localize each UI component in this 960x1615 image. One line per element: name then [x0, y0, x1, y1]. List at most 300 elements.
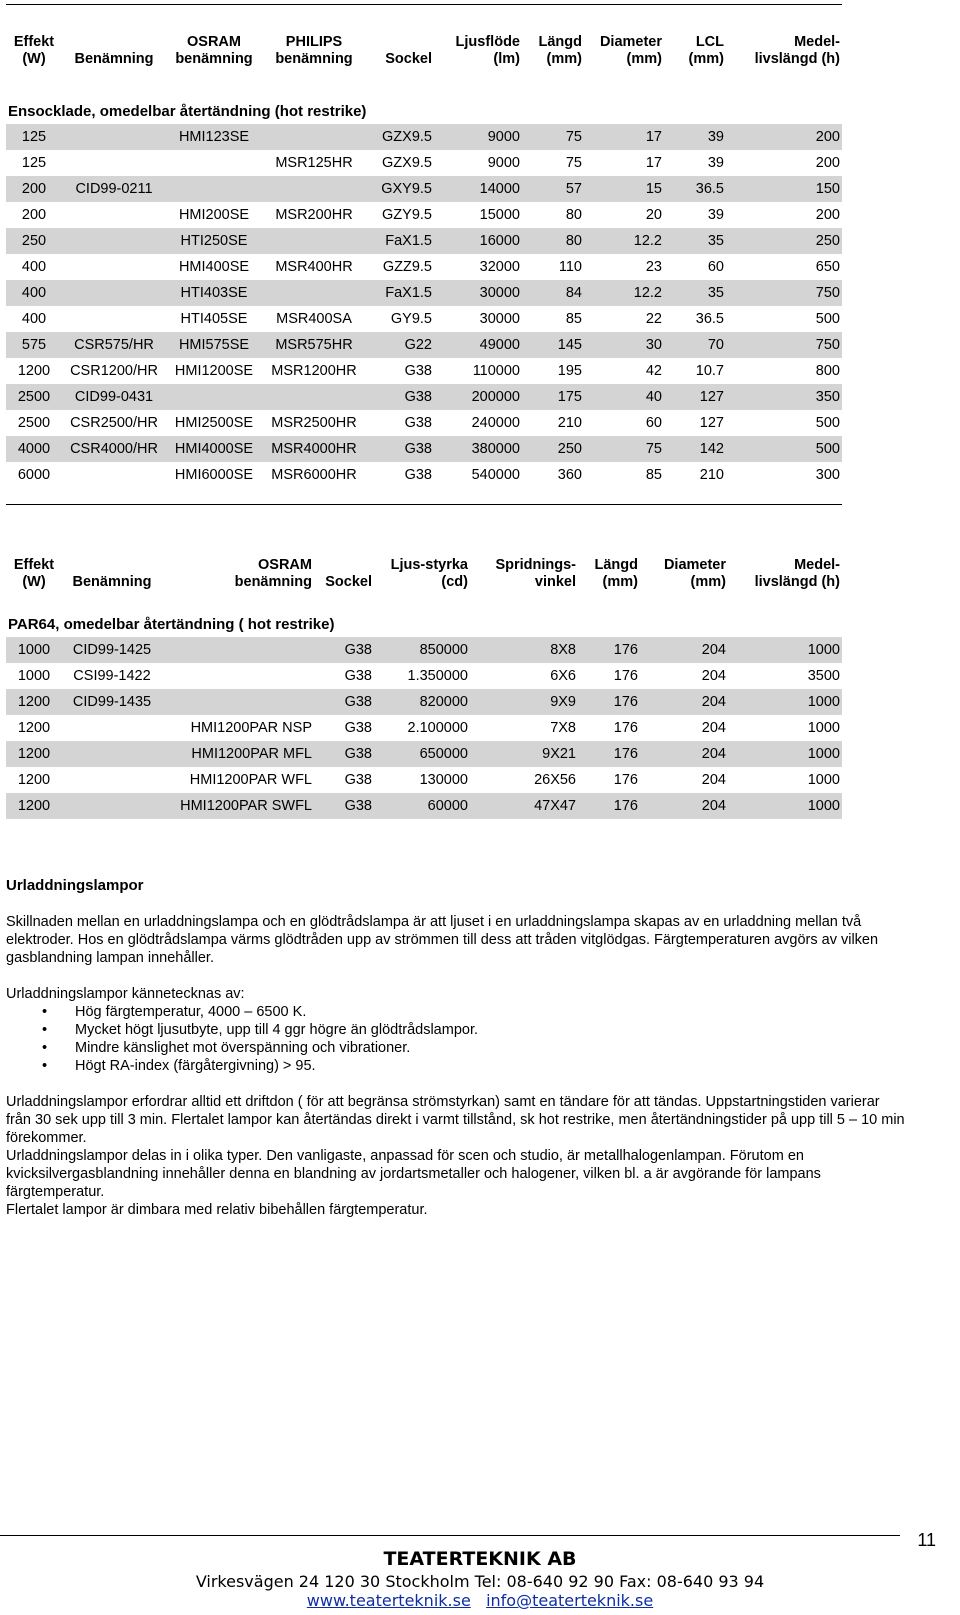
table-cell: 10.7	[695, 363, 724, 379]
table-cell	[62, 793, 162, 819]
table-cell: 15000	[479, 207, 520, 223]
column-header	[6, 28, 62, 68]
table-cell: GXY9.5	[366, 176, 434, 202]
table-cell: 176	[578, 741, 640, 767]
table-cell: HMI1200PAR MFL	[162, 741, 314, 767]
table-cell: CSR2500/HR	[70, 415, 158, 431]
table-cell	[62, 202, 166, 228]
table-cell: HMI4000SE	[166, 436, 262, 462]
column-header-line: Sockel	[385, 51, 432, 67]
table-cell: MSR6000HR	[271, 467, 357, 483]
table-cell	[262, 176, 366, 202]
table-cell: MSR575HR	[262, 332, 366, 358]
table-cell: 85	[565, 311, 582, 327]
table-cell: FaX1.5	[366, 280, 434, 306]
table-cell	[166, 176, 262, 202]
table-cell: 1000	[728, 637, 842, 663]
column-header-line: Benämning	[72, 574, 152, 590]
table-cell: 176	[613, 720, 638, 736]
column-header-line: benämning	[175, 51, 253, 67]
table-row	[6, 228, 842, 254]
table-cell: 800	[815, 363, 840, 379]
table-cell: HTI403SE	[166, 280, 262, 306]
column-header-line: Effekt	[13, 557, 55, 573]
table-cell	[262, 280, 366, 306]
table-cell: 1200	[17, 720, 51, 736]
table-cell: 47X47	[470, 793, 578, 819]
footer-address: Virkesvägen 24 120 30 Stockholm Tel: 08-640 92 90 Fax: 08-640 93 94	[195, 1572, 765, 1591]
column-header	[314, 551, 374, 591]
column-header	[584, 28, 664, 68]
table-cell: 200	[6, 176, 62, 202]
table-cell: CSR4000/HR	[62, 436, 166, 462]
table-cell: 204	[701, 772, 726, 788]
table-cell: G38	[314, 637, 374, 663]
table-cell: 12.2	[584, 280, 664, 306]
table-cell: 20	[645, 207, 662, 223]
table-cell	[62, 228, 166, 254]
table-row	[6, 767, 842, 793]
table-cell: 6000	[17, 467, 51, 483]
table-cell: 9000	[434, 124, 522, 150]
table-cell: G38	[314, 741, 374, 767]
section-title: PAR64, omedelbar återtändning ( hot restrike)	[8, 616, 335, 633]
table-cell: 80	[565, 207, 582, 223]
table-cell: CID99-1425	[62, 637, 162, 663]
column-header-line: (mm)	[602, 574, 638, 590]
bullet-icon: •	[42, 1058, 48, 1074]
table-cell: HMI1200PAR NSP	[190, 720, 312, 736]
table-cell: HTI250SE	[166, 228, 262, 254]
table-cell: 250	[726, 228, 842, 254]
table-cell: 42	[645, 363, 662, 379]
column-header-line	[316, 557, 372, 574]
column-header	[434, 28, 522, 68]
table-cell: 17	[645, 155, 662, 171]
table-cell: MSR4000HR	[262, 436, 366, 462]
table-cell: 240000	[471, 415, 520, 431]
table-cell: 650000	[374, 741, 470, 767]
table-cell	[62, 254, 166, 280]
table-cell	[62, 306, 166, 332]
table-cell: CSR575/HR	[62, 332, 166, 358]
column-header-line: (mm)	[546, 51, 582, 67]
table-cell: 30000	[479, 311, 520, 327]
section-row	[6, 591, 842, 637]
table-cell: 204	[640, 637, 728, 663]
column-header	[470, 551, 578, 591]
table-cell: 9X9	[470, 689, 578, 715]
table-cell: 60	[707, 259, 724, 275]
column-header	[62, 551, 162, 591]
table-cell: 210	[699, 467, 724, 483]
column-header-line: (mm)	[626, 51, 662, 67]
table-cell: CID99-0431	[62, 384, 166, 410]
table-cell: 39	[707, 207, 724, 223]
table-row	[6, 715, 842, 741]
column-header-line: (W)	[22, 51, 46, 67]
column-header-line: Spridnings-	[495, 557, 576, 573]
table-cell: 200000	[434, 384, 522, 410]
footer-company: TEATERTEKNIK AB	[383, 1548, 577, 1570]
column-header-line: (lm)	[493, 51, 520, 67]
list-item-text: Mindre känslighet mot överspänning och vibrationer.	[75, 1040, 411, 1056]
table-cell: 39	[664, 124, 726, 150]
table-cell: 210	[557, 415, 582, 431]
table-cell: 500	[726, 436, 842, 462]
table-cell: 3500	[807, 668, 840, 684]
table-cell: G38	[366, 384, 434, 410]
table-cell: 1000	[728, 689, 842, 715]
table-cell: 1000	[6, 637, 62, 663]
column-header-line: PHILIPS	[285, 34, 343, 50]
table-row	[6, 462, 842, 488]
table-cell: 8X8	[470, 637, 578, 663]
table-cell: 16000	[434, 228, 522, 254]
table-cell: 127	[699, 415, 724, 431]
table-row	[6, 663, 842, 689]
table-cell	[162, 663, 314, 689]
table-cell: 204	[701, 668, 726, 684]
table-cell: 850000	[374, 637, 470, 663]
table-cell: 75	[522, 124, 584, 150]
table-cell: 1200	[6, 793, 62, 819]
table-cell: 195	[557, 363, 582, 379]
column-header	[522, 28, 584, 68]
column-header	[366, 28, 434, 68]
table-cell: FaX1.5	[366, 228, 434, 254]
column-header-line: OSRAM	[187, 34, 241, 50]
table-cell: 75	[584, 436, 664, 462]
table-cell: 60	[645, 415, 662, 431]
table-cell: 70	[664, 332, 726, 358]
table-header-row	[6, 28, 842, 68]
column-header-line: Diameter	[599, 34, 662, 50]
table-cell: 1000	[17, 668, 51, 684]
table-cell: 200	[815, 207, 840, 223]
table-cell: HMI123SE	[166, 124, 262, 150]
column-header-line: (cd)	[441, 574, 468, 590]
table-cell: 575	[6, 332, 62, 358]
table-cell: 35	[664, 228, 726, 254]
table-cell: 36.5	[695, 311, 724, 327]
column-header	[664, 28, 726, 68]
table-cell: MSR2500HR	[271, 415, 357, 431]
table-cell: 380000	[434, 436, 522, 462]
table-cell: 176	[613, 772, 638, 788]
footer-links	[0, 1591, 960, 1610]
table-cell	[262, 124, 366, 150]
column-header-line	[64, 557, 160, 574]
table-cell: 110	[558, 259, 582, 275]
metal-halide-table	[6, 28, 842, 488]
article-paragraph: Skillnaden mellan en urladdningslampa och en glödtrådslampa är att ljuset i en urladdningslampa skapas av en urladdning mellan två elektroder. Hos en glödtrådslampa värms glödtråden upp av strömmen till dess att tråden vitglödgas. Färgtemperaturen avgörs av vilken gasblandning lampan innehåller.	[6, 914, 879, 966]
table-cell: 85	[645, 467, 662, 483]
article-heading: Urladdningslampor	[6, 877, 144, 894]
table-cell	[162, 637, 314, 663]
column-header-line: vinkel	[534, 574, 576, 590]
table-row	[6, 410, 842, 436]
table-cell: 75	[565, 155, 582, 171]
table-cell: MSR125HR	[275, 155, 353, 171]
table-cell: 7X8	[550, 720, 576, 736]
table-cell: 84	[522, 280, 584, 306]
table-cell: CID99-0211	[62, 176, 166, 202]
table-cell	[62, 280, 166, 306]
table-cell	[262, 384, 366, 410]
list-item	[6, 1057, 906, 1075]
column-header-line: Längd	[594, 557, 638, 573]
table-cell: 200	[815, 155, 840, 171]
table-cell: 176	[578, 689, 640, 715]
table-cell: 14000	[434, 176, 522, 202]
table-row	[6, 124, 842, 150]
table-cell: CSI99-1422	[73, 668, 151, 684]
table-cell: G22	[366, 332, 434, 358]
table-cell: 176	[578, 637, 640, 663]
list-item	[6, 1003, 906, 1021]
column-header	[726, 28, 842, 68]
column-header-line: Medel-	[794, 557, 840, 573]
table-cell: 2.100000	[407, 720, 468, 736]
table-cell: MSR200HR	[275, 207, 353, 223]
table-cell: HMI1200PAR SWFL	[162, 793, 314, 819]
table-row	[6, 150, 842, 176]
column-header	[262, 28, 366, 68]
table-cell: 400	[21, 311, 47, 327]
table-cell: GZX9.5	[382, 155, 432, 171]
feature-list	[6, 1003, 906, 1075]
list-item-text: Hög färgtemperatur, 4000 – 6500 K.	[75, 1004, 307, 1020]
column-header	[374, 551, 470, 591]
table-cell: 204	[640, 741, 728, 767]
table-cell: 30000	[434, 280, 522, 306]
table-cell: 127	[664, 384, 726, 410]
table-cell	[262, 228, 366, 254]
table-cell: GZY9.5	[382, 207, 432, 223]
table-cell	[62, 715, 162, 741]
column-header	[640, 551, 728, 591]
table-cell: 9X21	[470, 741, 578, 767]
article-paragraph: Flertalet lampor är dimbara med relativ bibehållen färgtemperatur.	[6, 1202, 428, 1218]
table-cell: 300	[815, 467, 840, 483]
table-cell: GZZ9.5	[382, 259, 432, 275]
article-paragraph: Urladdningslampor delas in i olika typer. Den vanligaste, anpassad för scen och studio, är metallhalogenlampan. Förutom en kvicksilvergasblandning innehåller denna en blandning av jordartsmetaller och halogener, vilken bl. a är avgörande för lampans färgtemperatur.	[6, 1148, 821, 1200]
table-cell: 36.5	[664, 176, 726, 202]
column-header	[6, 551, 62, 591]
table-row	[6, 436, 842, 462]
top-rule	[6, 4, 842, 5]
bullet-icon: •	[42, 1040, 48, 1056]
table-cell: CID99-1435	[62, 689, 162, 715]
table-cell: 130000	[419, 772, 468, 788]
table-cell: 125	[6, 124, 62, 150]
table-cell: MSR400HR	[275, 259, 353, 275]
column-header	[62, 28, 166, 68]
table-cell: 17	[584, 124, 664, 150]
table-cell: G38	[314, 689, 374, 715]
table-cell: HMI400SE	[178, 259, 250, 275]
column-header-line: Benämning	[74, 51, 154, 67]
table-cell: 750	[726, 280, 842, 306]
table-cell: 204	[701, 720, 726, 736]
table-cell	[62, 767, 162, 793]
table-cell: G38	[314, 793, 374, 819]
table-cell: 1.350000	[407, 668, 468, 684]
table-cell: GZX9.5	[366, 124, 434, 150]
table-cell	[166, 150, 262, 176]
table-cell: 540000	[471, 467, 520, 483]
page-number: 11	[917, 1530, 936, 1550]
table-cell: 57	[522, 176, 584, 202]
column-header-line	[64, 34, 164, 51]
table-cell: 12.2	[584, 228, 664, 254]
column-header-line: OSRAM	[258, 557, 312, 573]
table-cell: 1000	[807, 772, 840, 788]
table-row	[6, 689, 842, 715]
table-cell: 35	[664, 280, 726, 306]
table-cell: MSR1200HR	[271, 363, 357, 379]
list-item	[6, 1039, 906, 1057]
table-row	[6, 306, 842, 332]
table-cell: MSR400SA	[276, 311, 352, 327]
table-cell	[62, 150, 166, 176]
list-item-text: Högt RA-index (färgåtergivning) > 95.	[75, 1058, 316, 1074]
column-header-line: LCL	[695, 34, 724, 50]
column-header-line: livslängd (h)	[754, 574, 840, 590]
table-cell	[166, 384, 262, 410]
table-row	[6, 176, 842, 202]
column-header-line: Längd	[538, 34, 582, 50]
table-cell: 49000	[434, 332, 522, 358]
table-cell: 142	[664, 436, 726, 462]
article-paragraph: Urladdningslampor erfordrar alltid ett driftdon ( för att begränsa strömstyrkan) samt en tändare för att tändas. Uppstartningstiden varierar från 30 sek upp till 3 min. Flertalet lampor kan återtändas direkt i varmt tillstånd, sk hot restrike, men återtändningstider på upp till 5 – 10 min förekommer.	[6, 1094, 905, 1146]
table-row	[6, 332, 842, 358]
table-row	[6, 384, 842, 410]
footer-rule	[0, 1535, 900, 1536]
table-cell: 23	[645, 259, 662, 275]
column-header-line: Ljus-styrka	[390, 557, 468, 573]
table-cell: 22	[645, 311, 662, 327]
table-cell: HMI1200PAR WFL	[189, 772, 312, 788]
table-cell: 2500	[6, 384, 62, 410]
table-cell: 80	[522, 228, 584, 254]
table-cell: 150	[726, 176, 842, 202]
table-cell: 39	[707, 155, 724, 171]
par64-table	[6, 551, 842, 819]
table-cell: G38	[344, 772, 372, 788]
list-item	[6, 1021, 906, 1039]
table-cell	[162, 689, 314, 715]
column-header	[578, 551, 640, 591]
table-cell: 1200	[6, 741, 62, 767]
column-header-line: (W)	[22, 574, 46, 590]
table-cell: G38	[366, 436, 434, 462]
table-cell: 200	[21, 207, 47, 223]
table-cell: GY9.5	[390, 311, 432, 327]
column-header	[162, 551, 314, 591]
table-row	[6, 637, 842, 663]
table-cell: 1200	[17, 772, 51, 788]
table-cell	[62, 741, 162, 767]
table-cell: G38	[404, 467, 432, 483]
table-cell: CSR1200/HR	[70, 363, 158, 379]
table-cell: 1000	[728, 741, 842, 767]
table-cell: 820000	[374, 689, 470, 715]
table-header-row	[6, 551, 842, 591]
table-cell: HMI200SE	[178, 207, 250, 223]
table-row	[6, 741, 842, 767]
table-cell: 1000	[807, 720, 840, 736]
table-cell: 400	[6, 280, 62, 306]
table-cell: 500	[815, 415, 840, 431]
table-cell: 9000	[487, 155, 520, 171]
table-cell	[62, 462, 166, 488]
list-item-text: Mycket högt ljusutbyte, upp till 4 ggr högre än glödtrådslampor.	[75, 1022, 479, 1038]
table-cell: 360	[557, 467, 582, 483]
table-cell: HTI405SE	[180, 311, 248, 327]
table-cell: HMI1200SE	[174, 363, 254, 379]
table-cell	[62, 124, 166, 150]
table-cell: 125	[21, 155, 47, 171]
article-paragraph: Urladdningslampor kännetecknas av:	[6, 986, 245, 1002]
table-cell: 1000	[728, 793, 842, 819]
table-cell: 1200	[17, 363, 51, 379]
table-cell: G38	[344, 720, 372, 736]
column-header-line: (mm)	[690, 574, 726, 590]
column-header-line: (mm)	[688, 51, 724, 67]
table-cell: 1200	[6, 689, 62, 715]
table-cell: 250	[6, 228, 62, 254]
table-cell: HMI2500SE	[174, 415, 254, 431]
article	[6, 877, 906, 1219]
column-header-line: livslängd (h)	[754, 51, 840, 67]
table-row	[6, 202, 842, 228]
table1-bottom-rule	[6, 504, 842, 505]
column-header-line: Medel-	[794, 34, 840, 50]
column-header	[728, 551, 842, 591]
table-cell: 250	[522, 436, 584, 462]
column-header-line: benämning	[234, 574, 312, 590]
table-cell: 200	[726, 124, 842, 150]
column-header-line: Diameter	[663, 557, 726, 573]
table-cell: 145	[522, 332, 584, 358]
email-link[interactable]: info@teaterteknik.se	[486, 1591, 654, 1610]
table-cell: G38	[344, 668, 372, 684]
column-header-line: Sockel	[325, 574, 372, 590]
table-row	[6, 254, 842, 280]
table-cell: 350	[726, 384, 842, 410]
column-header-line	[368, 34, 432, 51]
bullet-icon: •	[42, 1004, 48, 1020]
column-header	[166, 28, 262, 68]
table-row	[6, 793, 842, 819]
table-cell: 15	[584, 176, 664, 202]
table-cell: 500	[815, 311, 840, 327]
bullet-icon: •	[42, 1022, 48, 1038]
table-cell: 750	[726, 332, 842, 358]
table-cell: G38	[404, 363, 432, 379]
column-header-line: benämning	[275, 51, 353, 67]
section-title: Ensocklade, omedelbar återtändning (hot restrike)	[8, 103, 367, 120]
table-cell: 110000	[472, 363, 520, 379]
table-cell: 6X6	[550, 668, 576, 684]
section-row	[6, 68, 842, 124]
table-cell: 204	[640, 793, 728, 819]
website-link[interactable]: www.teaterteknik.se	[306, 1591, 471, 1610]
table-cell: HMI6000SE	[174, 467, 254, 483]
table-cell: 32000	[479, 259, 520, 275]
